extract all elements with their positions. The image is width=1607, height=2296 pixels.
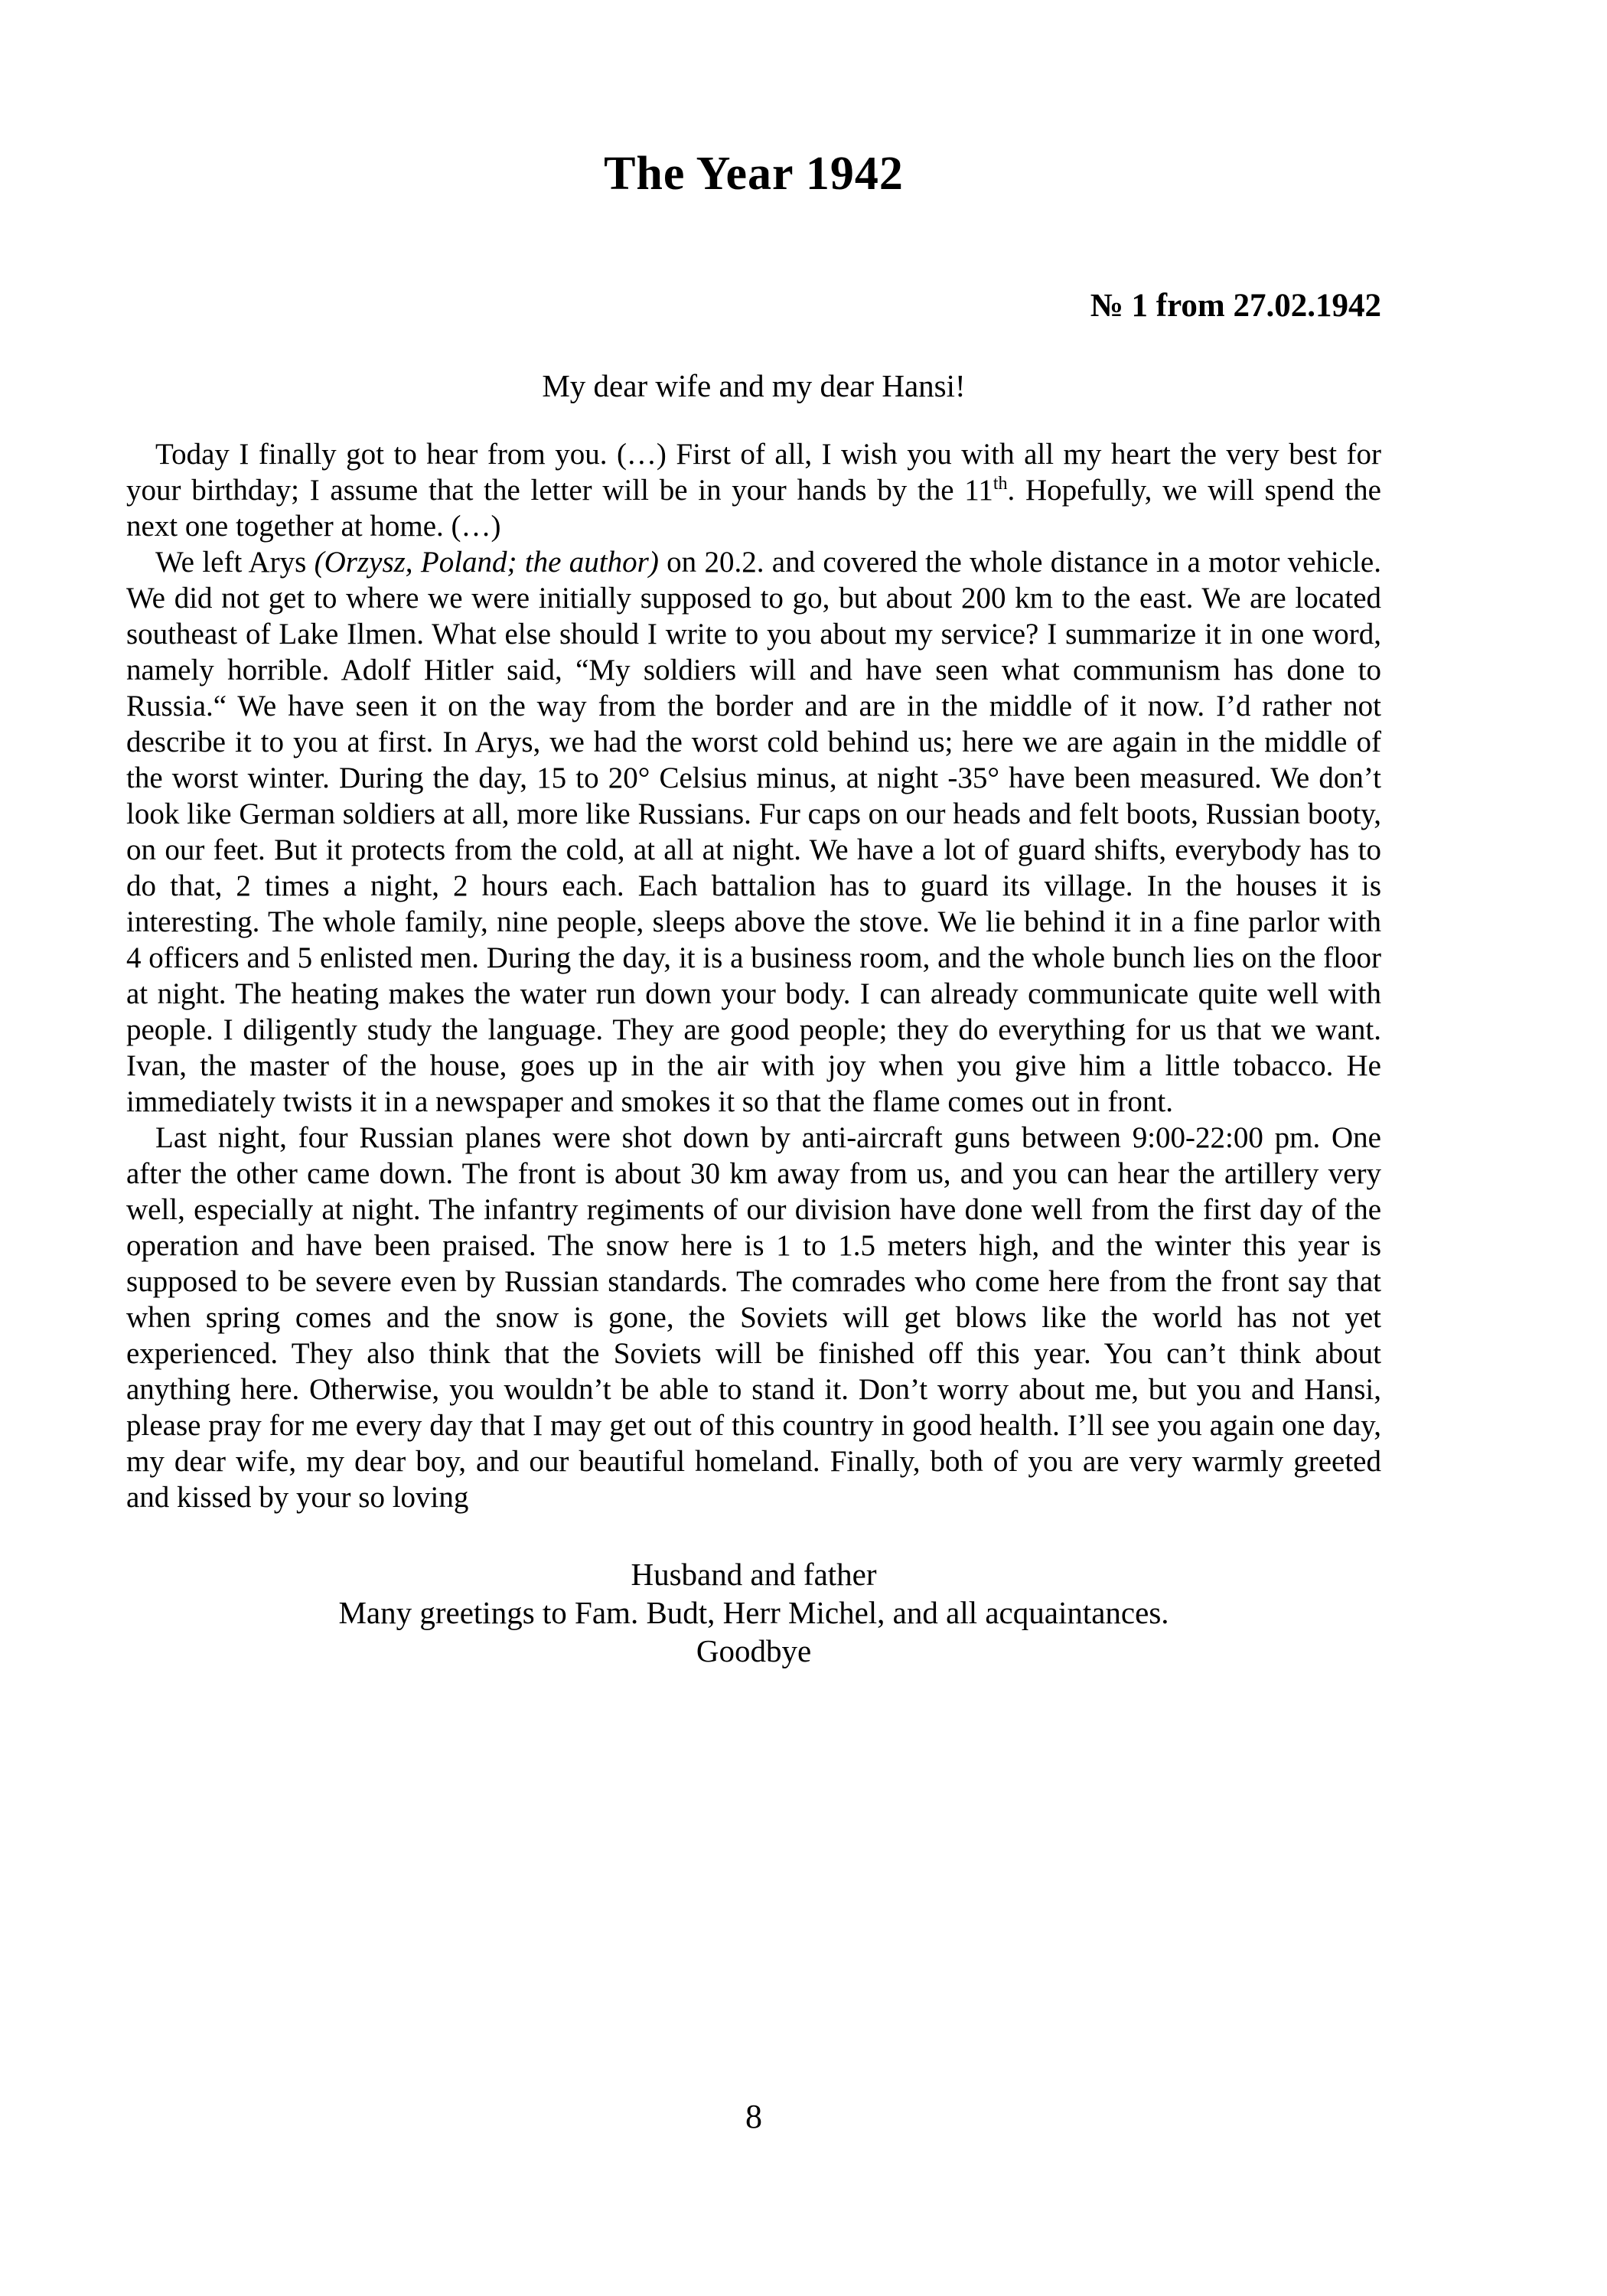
paragraph-1-text: Today I finally got to hear from you. (…) First of all, I wish you with all my heart the very best for your birthday; I assume that the letter will be in your hands by the 11 (126, 438, 1381, 507)
letter-paragraph-1 (126, 436, 1381, 544)
letter-paragraph-3: Last night, four Russian planes were shot down by anti-aircraft guns between 9:00-22:00 pm. One after the other came down. The front is about 30 km away from us, and you can hear the artillery very well, especially at night. The infantry regiments of our division have done well from the first day of the operation and have been praised. The snow here is 1 to 1.5 meters high, and the winter this year is supposed to be severe even by Russian standards. The comrades who come here from the front say that when spring comes and the snow is gone, the Soviets will get blows like the world has not yet experienced. They also think that the Soviets will be finished off this year. You can’t think about anything here. Otherwise, you wouldn’t be able to stand it. Don’t worry about me, but you and Hansi, please pray for me every day that I may get out of this country in good health. I’ll see you again one day, my dear wife, my dear boy, and our beautiful homeland. Finally, both of you are very warmly greeted and kissed by your so loving (126, 1121, 1381, 1514)
closing-goodbye-line: Goodbye (696, 1633, 812, 1668)
letter-number-line: № 1 from 27.02.1942 (1090, 288, 1381, 324)
page-number: 8 (745, 2098, 762, 2135)
letter-closing-block (126, 1555, 1381, 1670)
letter-salutation: My dear wife and my dear Hansi! (542, 368, 966, 403)
editor-note-italic: (Orzysz, Poland; the author) (314, 546, 659, 579)
paragraph-2-text-continued: on 20.2. and covered the whole distance in a motor vehicle. We did not get to where we were initially supposed to go, but about 200 km to the east. We are located southeast of Lake Ilmen. What else should I write to you about my service? I summarize it in one word, namely horrible. Adolf Hitler said, “My soldiers will and have seen what communism has done to Russia.“ We have seen it on the way from the border and are in the middle of it now. I’d rather not describe it to you at first. In Arys, we had the worst cold behind us; here we are again in the middle of the worst winter. During the day, 15 to 20° Celsius minus, at night -35° have been measured. We don’t look like German soldiers at all, more like Russians. Fur caps on our heads and felt boots, Russian booty, on our feet. But it protects from the cold, at all at night. We have a lot of guard shifts, everybody has to do that, 2 times a night, 2 hours each. Each battalion has to guard its village. In the houses it is interesting. The whole family, nine people, sleeps above the stove. We lie behind it in a fine parlor with 4 officers and 5 enlisted men. During the day, it is a business room, and the whole bunch lies on the floor at night. The heating makes the water run down your body. I can already communicate quite well with people. I diligently study the language. They are good people; they do everything for us that we want. Ivan, the master of the house, goes up in the air with joy when you give him a little tobacco. He immediately twists it in a newspaper and smokes it so that the flame comes out in front. (126, 546, 1381, 1118)
page-title: The Year 1942 (604, 148, 904, 200)
ordinal-superscript: th (993, 474, 1008, 494)
closing-greetings-line: Many greetings to Fam. Budt, Herr Michel, and all acquaintances. (338, 1595, 1169, 1630)
letter-text-block (126, 0, 1381, 1670)
paragraph-2-text: We left Arys (155, 546, 315, 579)
letter-paragraph-2 (126, 544, 1381, 1120)
closing-signature-line: Husband and father (631, 1557, 877, 1592)
paragraph-1-text-continued: . Hopefully, we will spend the next one together at home. (…) (126, 474, 1381, 543)
